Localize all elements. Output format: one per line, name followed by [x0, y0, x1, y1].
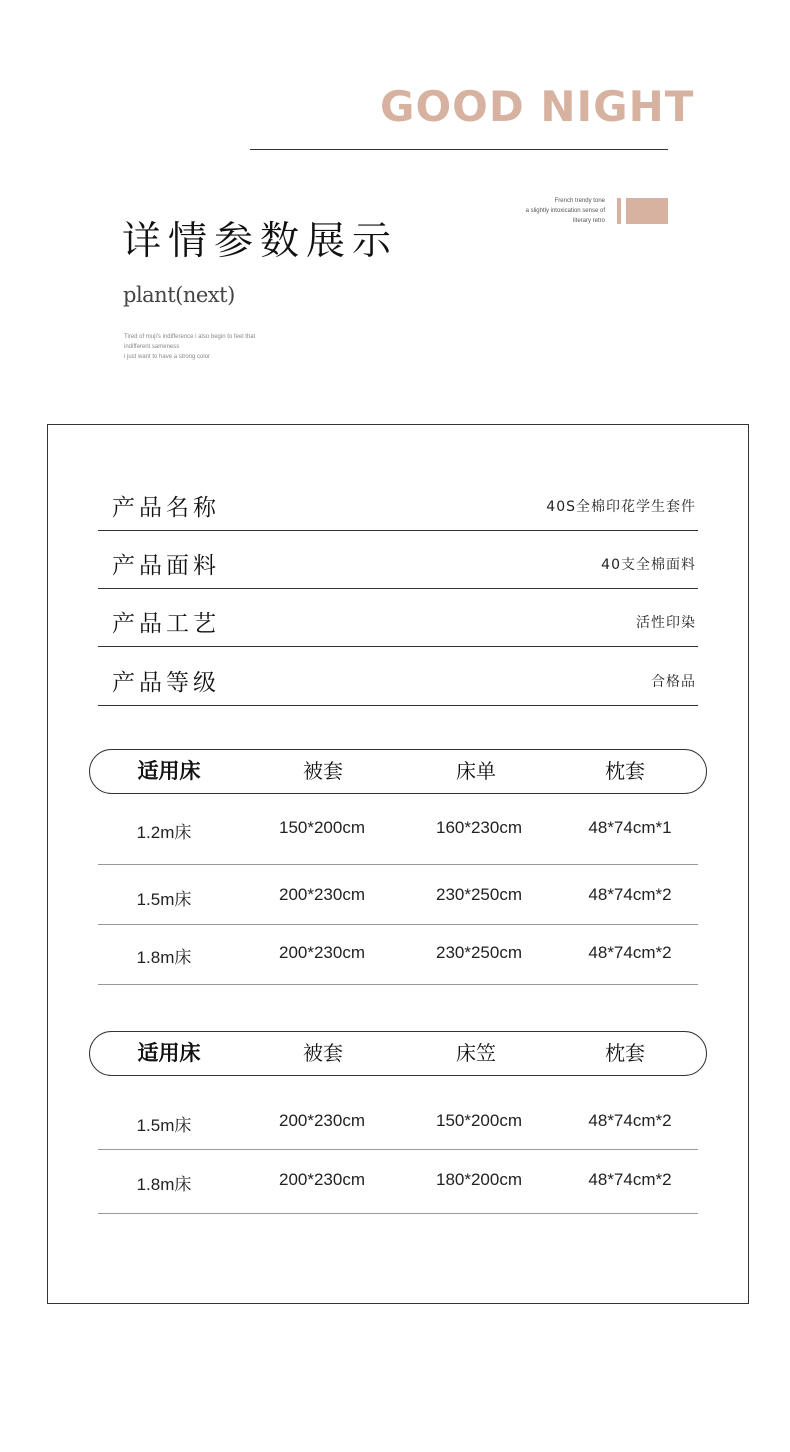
table2-row: [98, 1150, 698, 1214]
table1-cell: 48*74cm*1: [588, 818, 672, 837]
property-label: 产品名称: [112, 495, 220, 521]
table1-cell: 150*200cm: [278, 818, 365, 837]
tagline: [470, 196, 605, 226]
table2-cell: 48*74cm*2: [588, 1111, 672, 1130]
accent-bar: [617, 198, 621, 224]
table1-cell: 200*230cm: [278, 885, 365, 904]
table2-cell: 200*230cm: [278, 1170, 365, 1189]
table1-row: [98, 865, 698, 925]
property-value: 合格品: [651, 674, 696, 690]
table1-cell: 48*74cm*2: [588, 943, 672, 962]
top-divider: [250, 149, 668, 150]
blurb: [124, 332, 255, 362]
sub-brand: plant(next): [123, 283, 235, 307]
table2-cell: 150*200cm: [435, 1111, 522, 1130]
tagline-line: French trendy tone: [554, 198, 605, 204]
table1-header: [89, 749, 707, 794]
property-value: 40支全棉面料: [601, 557, 696, 573]
table1-header-cell: 枕套: [605, 759, 645, 783]
property-value: 活性印染: [636, 615, 696, 631]
table2-header: [89, 1031, 707, 1076]
blurb-line: Tired of muji's indifference i also begin to feel that: [124, 334, 256, 340]
property-label: 产品等级: [112, 670, 220, 696]
property-value: 40S全棉印花学生套件: [546, 499, 696, 515]
table1-cell: 200*230cm: [278, 943, 365, 962]
property-label: 产品面料: [112, 553, 220, 579]
tagline-line: literary retro: [572, 218, 605, 224]
property-row: [98, 648, 698, 706]
table2-cell: 1.8m床: [136, 1175, 192, 1194]
table1-cell: 160*230cm: [435, 818, 522, 837]
table1-cell: 1.2m床: [136, 823, 192, 842]
property-row: [98, 589, 698, 647]
table2-cell: 48*74cm*2: [588, 1170, 672, 1189]
blurb-line: i just want to have a strong color: [124, 354, 211, 360]
table1-cell: 1.8m床: [136, 948, 192, 967]
property-row: [98, 473, 698, 531]
table1-cell: 1.5m床: [136, 890, 192, 909]
table1-cell: 230*250cm: [435, 943, 522, 962]
table1-row: [98, 925, 698, 985]
brand-title: GOOD NIGHT: [380, 82, 695, 131]
table2-cell: 200*230cm: [278, 1111, 365, 1130]
blurb-line: indifferent sameness: [124, 344, 180, 350]
table2-cell: 180*200cm: [435, 1170, 522, 1189]
accent-block: [626, 198, 668, 224]
property-row: [98, 531, 698, 589]
table1-row: [98, 805, 698, 865]
table2-row: [98, 1090, 698, 1150]
tagline-line: a slightly intoxication sense of: [525, 208, 605, 214]
table1-header-cell: 适用床: [137, 759, 201, 783]
table2-header-cell: 适用床: [137, 1041, 201, 1065]
table1-header-cell: 被套: [303, 759, 343, 783]
page-heading: 详情参数展示: [122, 219, 399, 264]
table2-header-cell: 被套: [303, 1041, 343, 1065]
table2-header-cell: 枕套: [605, 1041, 645, 1065]
table1-header-cell: 床单: [456, 759, 496, 783]
table1-cell: 48*74cm*2: [588, 885, 672, 904]
table2-header-cell: 床笠: [456, 1041, 496, 1065]
property-label: 产品工艺: [112, 611, 220, 637]
table2-cell: 1.5m床: [136, 1116, 192, 1135]
table1-cell: 230*250cm: [435, 885, 522, 904]
